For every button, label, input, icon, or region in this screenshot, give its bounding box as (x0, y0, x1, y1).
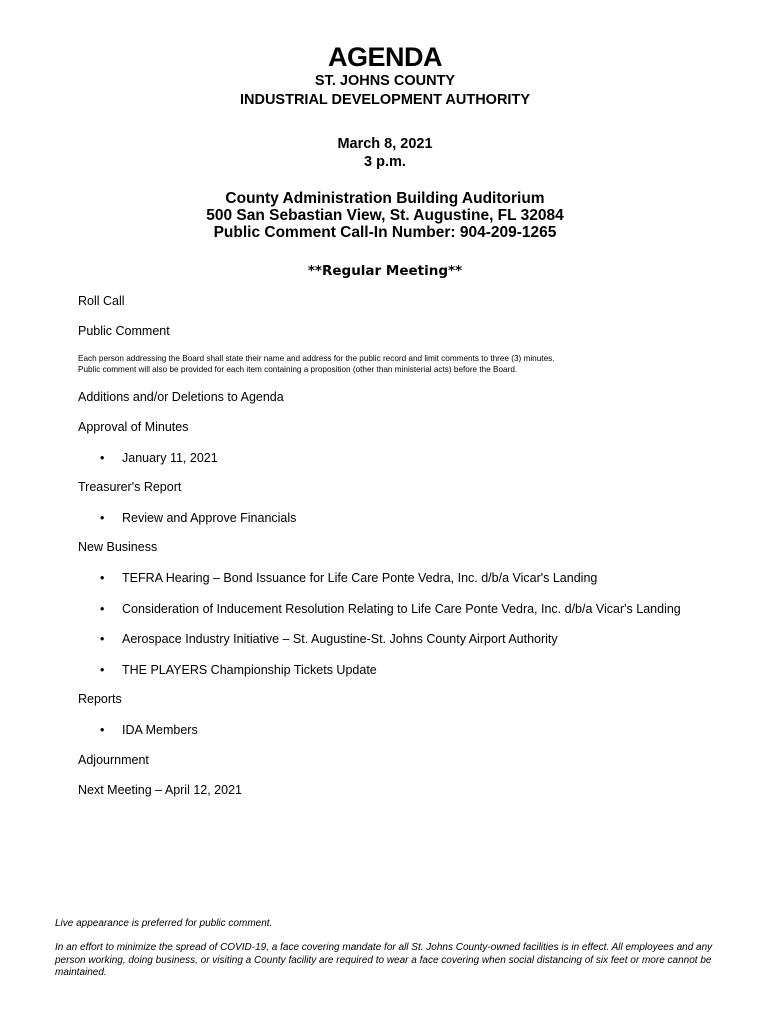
footer-live-appearance: Live appearance is preferred for public comment. (55, 918, 273, 929)
list-item-label: Review and Approve Financials (122, 511, 297, 525)
reports: Reports (78, 692, 122, 706)
list-item (100, 663, 377, 677)
footer-covid-notice: In an effort to minimize the spread of COVID-19, a face covering mandate for all St. Johns County-owned facilities is in effect. All employees and any person working, doing business, or visiting a County facility are required to wear a face covering when social distancing of six feet or more cannot be maintained. (55, 942, 713, 978)
public-comment-note-1: Each person addressing the Board shall state their name and address for the public record and limit comments to three (3) minutes. (78, 354, 555, 363)
list-item (100, 632, 558, 646)
list-item (100, 511, 296, 525)
next-meeting: Next Meeting – April 12, 2021 (78, 783, 242, 797)
new-business: New Business (78, 540, 158, 554)
list-item-label: TEFRA Hearing – Bond Issuance for Life Care Ponte Vedra, Inc. d/b/a Vicar's Landing (122, 571, 598, 585)
public-comment-note-2: Public comment will also be provided for each item containing a proposition (other than ministerial acts) before the Board. (78, 365, 518, 374)
list-item (100, 723, 198, 737)
adjournment: Adjournment (78, 753, 149, 767)
bullet-icon: • (100, 723, 105, 737)
meeting-date: March 8, 2021 (337, 136, 433, 152)
meeting-venue: County Administration Building Auditorium (225, 190, 545, 207)
approval-of-minutes: Approval of Minutes (78, 420, 189, 434)
bullet-icon: • (100, 451, 105, 465)
meeting-type: **Regular Meeting** (307, 263, 463, 279)
bullet-icon: • (100, 602, 105, 616)
additions-deletions: Additions and/or Deletions to Agenda (78, 390, 284, 404)
list-item (100, 571, 597, 585)
bullet-icon: • (100, 663, 105, 677)
list-item-label: IDA Members (122, 723, 198, 737)
bullet-icon: • (100, 511, 105, 525)
roll-call: Roll Call (78, 294, 125, 308)
call-in-number: Public Comment Call-In Number: 904-209-1265 (213, 224, 557, 241)
list-item-label: January 11, 2021 (122, 451, 218, 465)
treasurers-report: Treasurer's Report (78, 480, 182, 494)
list-item-label: Consideration of Inducement Resolution Relating to Life Care Ponte Vedra, Inc. d/b/a Vicar's Landing (122, 602, 681, 616)
public-comment: Public Comment (78, 324, 170, 338)
meeting-time: 3 p.m. (364, 154, 406, 170)
agenda-title: AGENDA (327, 42, 442, 72)
list-item (100, 602, 681, 616)
list-item-label: THE PLAYERS Championship Tickets Update (122, 663, 377, 677)
meeting-address: 500 San Sebastian View, St. Augustine, FL 32084 (206, 207, 564, 224)
list-item-label: Aerospace Industry Initiative – St. Augustine-St. Johns County Airport Authority (122, 632, 558, 646)
org-line-1: ST. JOHNS COUNTY (314, 73, 456, 89)
org-line-2: INDUSTRIAL DEVELOPMENT AUTHORITY (239, 92, 530, 108)
list-item (100, 451, 218, 465)
bullet-icon: • (100, 632, 105, 646)
bullet-icon: • (100, 571, 105, 585)
